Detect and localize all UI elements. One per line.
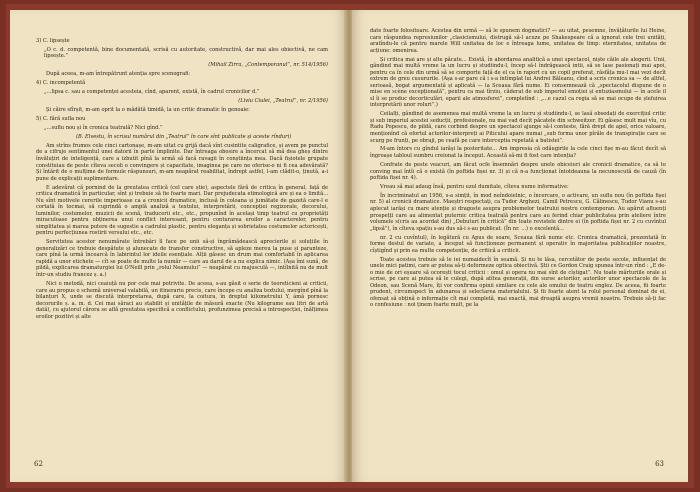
- paragraph: Confrate de peste veacuri, am făcut ocfe însemnări despre unele obiceiuri ale cronicii dramatice, ca să te conving mai întîi că o există (în poftida fișei nr. 3) și că n-a funcționat întotdeauna la necunoscută de cauză (în poftida fișei nr. 4).: [370, 161, 666, 182]
- paragraph: „O c. d. competentă, bine documentată, scrisă cu autoritate, constructivă, dar mai ales obiectivă, ne cam lipsește.”: [44, 46, 328, 60]
- paragraph: (Mihail Zirra, „Contemporanul”, nr. 514/1956): [208, 62, 328, 69]
- paragraph: Nici o metodă, nici ceaiuță nu por cele mai potrivite. De aceea, s-au găsit o serie de teoreticieni ai criticii, care au propus o schemă universal valabilă, un itinerariu precis, care începe cu analiza textului, mergînd pînă la bilanțuri X, unde se discută interpretarea, după care, la coitura, în dreptul kilometrului Y, ámă pornesc decorurile ș. a. m. d. Cei mai săraci au stabilit și unitățile de măsură exacte (Nu kilograme sau litri de artă dată), cu ajutorul cărora se află greutatea specifică a conflictului, profunzimea precisă a introspecției, înălțimea eroilor pozitivi și alte: [36, 280, 328, 320]
- paragraph: Servitutea acestor nenumărate întrebări îl face pe unii să-și îngrămădească aprecierile și soluțiile în generalizări ce trebuie despătute și alunecate de transfer constructive, să apleze mereu la puse și paranteze, care pînă la urmă încearcă în labirintul lor ideile esențiale. Alții găsesc un drum mai comfortabil în aplicarea rapidă a unor etichete — cît se poate de multe la număr — care au darul de a nu explica nimic. (Așa îmi sună, de pildă, explicarea dramaturgiei lui O'Neill prin „rolul Neamului” — neapărat cu majusculă —, intîlnită nu de mult într-un studiu francez ș. a.): [36, 239, 328, 279]
- paragraph: „...lipsa c. sau a competenței acesteia, cînd, aparent, există, în cadrul cronicilor d.”: [44, 89, 260, 96]
- paragraph: Vreau să mai adaug însă, pentru uzul dumitale, cîteva nume informative:: [380, 183, 569, 190]
- page-number-left: 62: [34, 460, 43, 468]
- paragraph: nr. 2 cu cuvîntul), în legătură cu Apus de soare, Sceaua fără nume etc. Cronica dramatică, prezentată în forme destul de variate, a început să funcționeze permanent și operativ în majoritatea publicațiilor noastre, cîștigînd și prin ea multe competenție, de critică a criticii.: [370, 234, 666, 254]
- paragraph: După aceea, m-am întrepătrunt atenția spre scenografi:: [46, 71, 191, 78]
- paragraph: 5) C. fără sufla nou: [36, 116, 86, 123]
- open-book: [6, 4, 694, 488]
- paragraph: 4) C. incompetentă: [36, 80, 86, 87]
- paragraph: (Liviu Ciulei, „Teatrul”, nr. 2/1956): [238, 98, 328, 105]
- left-page: [10, 10, 346, 482]
- right-page-text: [370, 28, 666, 311]
- right-page: [352, 10, 688, 482]
- paragraph: Și căire sfîrșit, m-am oprit la o mădătă timidă, la un critic dramatic în genoaie:: [46, 107, 250, 114]
- left-page-text: [36, 38, 328, 323]
- paragraph: Ceilalți, găndind de asemenea mai multă vreme la un lucru și studiindu-l, se lasă obsedați de exercițiul critic și sub imperiul acestei seducții, profesionale, nu mai vad decît păcatele din schweitzer. Ei găsesc mult mai vîu, cu Radu Popescu, de pildă, care corbind despre un spectacol ajunge să-l conteste, fără drept de apel, orice valoare, menționînd că efortul actorilor-interpreți ai Piticului apare numai „sub forma unor pîrăle de transpirație care se scurg pe frunți, pe obraji, pe ceafă pe care interceptia repetată a batistei”.: [370, 111, 666, 144]
- paragraph: Am strîns frumos cele cinci cartonașe, m-am uitat cu grijă dacă sînt cusintite caligrafice, și avem pe punctul de a cifruje sentimentul unei datorii în parte împlinite. Dar întreaga obosire a încercat să mă dea gheș dintre învăluțiri de inteligență, care a izbutit pînă la urmă să facă ravagii în conștiința mea. Dacă fișiotele grupate constituiau de peste cîteva secoli o convingere și capacitate, imaginea pe care ne oferise-o ni fi cea adevărată? Și întărit de o mulțime de formule răspunsuri, m-am neapărat reabilitat, îndrept astfel, l-am clădit-o, ținută, a-i pune de explicații suplimentare.: [36, 142, 328, 182]
- paragraph: Și critica mai are și alte păcate... Există, în abordarea analitică a unei spectacol, niște căile ale alegerii. Unii, găndind mai multă vreme la un lucru și studiindu-l, încep să-l îndrăgească intii, să se lase pasionați mai apoi, pentru ca în cele din urmă să se comporte față de el ca în raport cu un copil preferat, răsfăța mu-l mai vezi decît extrem de greu cusururile. (Așa s-ar pare că i s-a întîmplat lui Andrei Băleanu, cînd a scris cronica sa — de altfel, serioasă, bogat argumentată și aplicată — la Sceaua fără nume. Ei consemnează că „spectacolul dispune de o mise en scène excepționată”, pentru ca mai tîrziu, căderat de sub imperiul emoției și entuziasmului — în acele il sl îi se produc decorticulări, eparii ale atmosferei”, completînd : „...e cazul ca regia să se mai ocupe de șlefuirea interpretării unor roluri”.): [370, 56, 666, 109]
- paragraph: 3) C. lipsește: [36, 38, 70, 44]
- paragraph: (B. Elvestu, în scrisul numărul din „Teatrul” în care sînt publicate și aceste rînduri): [76, 133, 292, 140]
- paragraph: M-am întors cu gîndul iarăși la posteritate... Am impresia că odăugirile la cele cinci fișe m-au făcut decît să îngroașe tabloul sumbru creionat la început. Această să-mi fi fost care intenția?: [370, 146, 666, 160]
- paragraph: În incriminatul an 1956, s-a simțit, în mod neîndoielnic, o încercare, o activare, un suflu nou (în poftida fișei nr. 5) al cronicii dramatice. Maeștri respectați, ca Tudor Arghezi, Camil Petrescu, G. Călinescu, Tudor Vianu s-au aplecat iarăși cu mare atenție și dragoste asupra problemelor teatrului nostru contemporan. Au apărut afluenți prospețți care au alimentat puternic critica teatrală pentru care au ferind chiar publicitatea prin ateliere între volumele s(cris au acordat din) „Debuturi în critică” din toate revistele dintre ei (în poftida fișei nr. 2 cu cuvîntul „lipsă”), în cîteva spațiu s-au dus să-i s-au publicat. (În nr. ...) o excelentă...: [370, 192, 666, 232]
- page-number-right: 63: [655, 460, 664, 468]
- paragraph: date foarte folositoare. Acestea din urmă — să le spunem dogmatici? — au uitat, pesemne, învățăturile lui Heine, care răspundea represiunilor „clasicismului, distrugă să-l acuze pe Shakespeare că a ignorat cele trei unități, aratîndu-le că pentru marele Will unitatea de loc e întreaga lume, unitatea de timp: eternitatea, unitatea de acțiune: omenirea.: [370, 28, 666, 54]
- paragraph: „...suflu nou și în cronica teatrală? Nici gînd.”: [44, 124, 163, 131]
- paragraph: Toate acestea trebuie să le iei numaidecît în seamă. Și nu te lăsa, cercetător de peste secole, influențat de unele mici patimi, care ar putea să-ți deformeze optica obiectivă. Știi ce Gordon Craig spunea într-un rînd : „E de-o mie de ori eșuare să ocorești tocul criticii : omul și opera nu mai sînt de cîștigat”. Nu toate mărturiile orale și scrise, pe care ai putea să le culegi, după atîtea generații, din surse actorilor, autorilor unor spectacole de la Odeon, sau Scenă Mare, îți vor confirma opinii similare cu cele ale omului de teatru englez. De aceea, fii foarte prudent, circumspect în adunarea și selectarea materialului. Și fii foarte atent la rolul personal dominat de ei, ofensat să obțină o informație cît mai completă, mai exactă, mai dreaptă asupra vremii noastre. Trebuie să-ți fac o confesiune : noi ținem foarte mult, pe la: [370, 256, 666, 309]
- paragraph: E adevărat că pornind de la greutatea critică (cel care știe), aspectele fără de critica în general, față de critica dramatică în particular, sînt și trebuie să fie foarte mari. Dar prejudecata etimologică are și ea o limită... Nu sînt motivele cererile imperioase ca a cronicii dramatice, inclusă în coloana și jumătate de gazetă care-l e cortată în tocmai, să cuprindă o amplă analiză a textului, interpretării, concepției regizorale, decorului, luminilor, costumelor, muzicii de scenă, traducerii etc., etc., propunînd în același timp teatrul cu proprietăți miraculoase pentru obținerea unui conflict interesant, pentru conturarea eroilor a caracterelor, pentru simplitatea și marea putere de sugestie a cadrului plastic, pentru eleganța și sobrietatea costumelor actoricești, pentru perfecțiunea rostirii versului etc., etc.: [36, 184, 328, 237]
